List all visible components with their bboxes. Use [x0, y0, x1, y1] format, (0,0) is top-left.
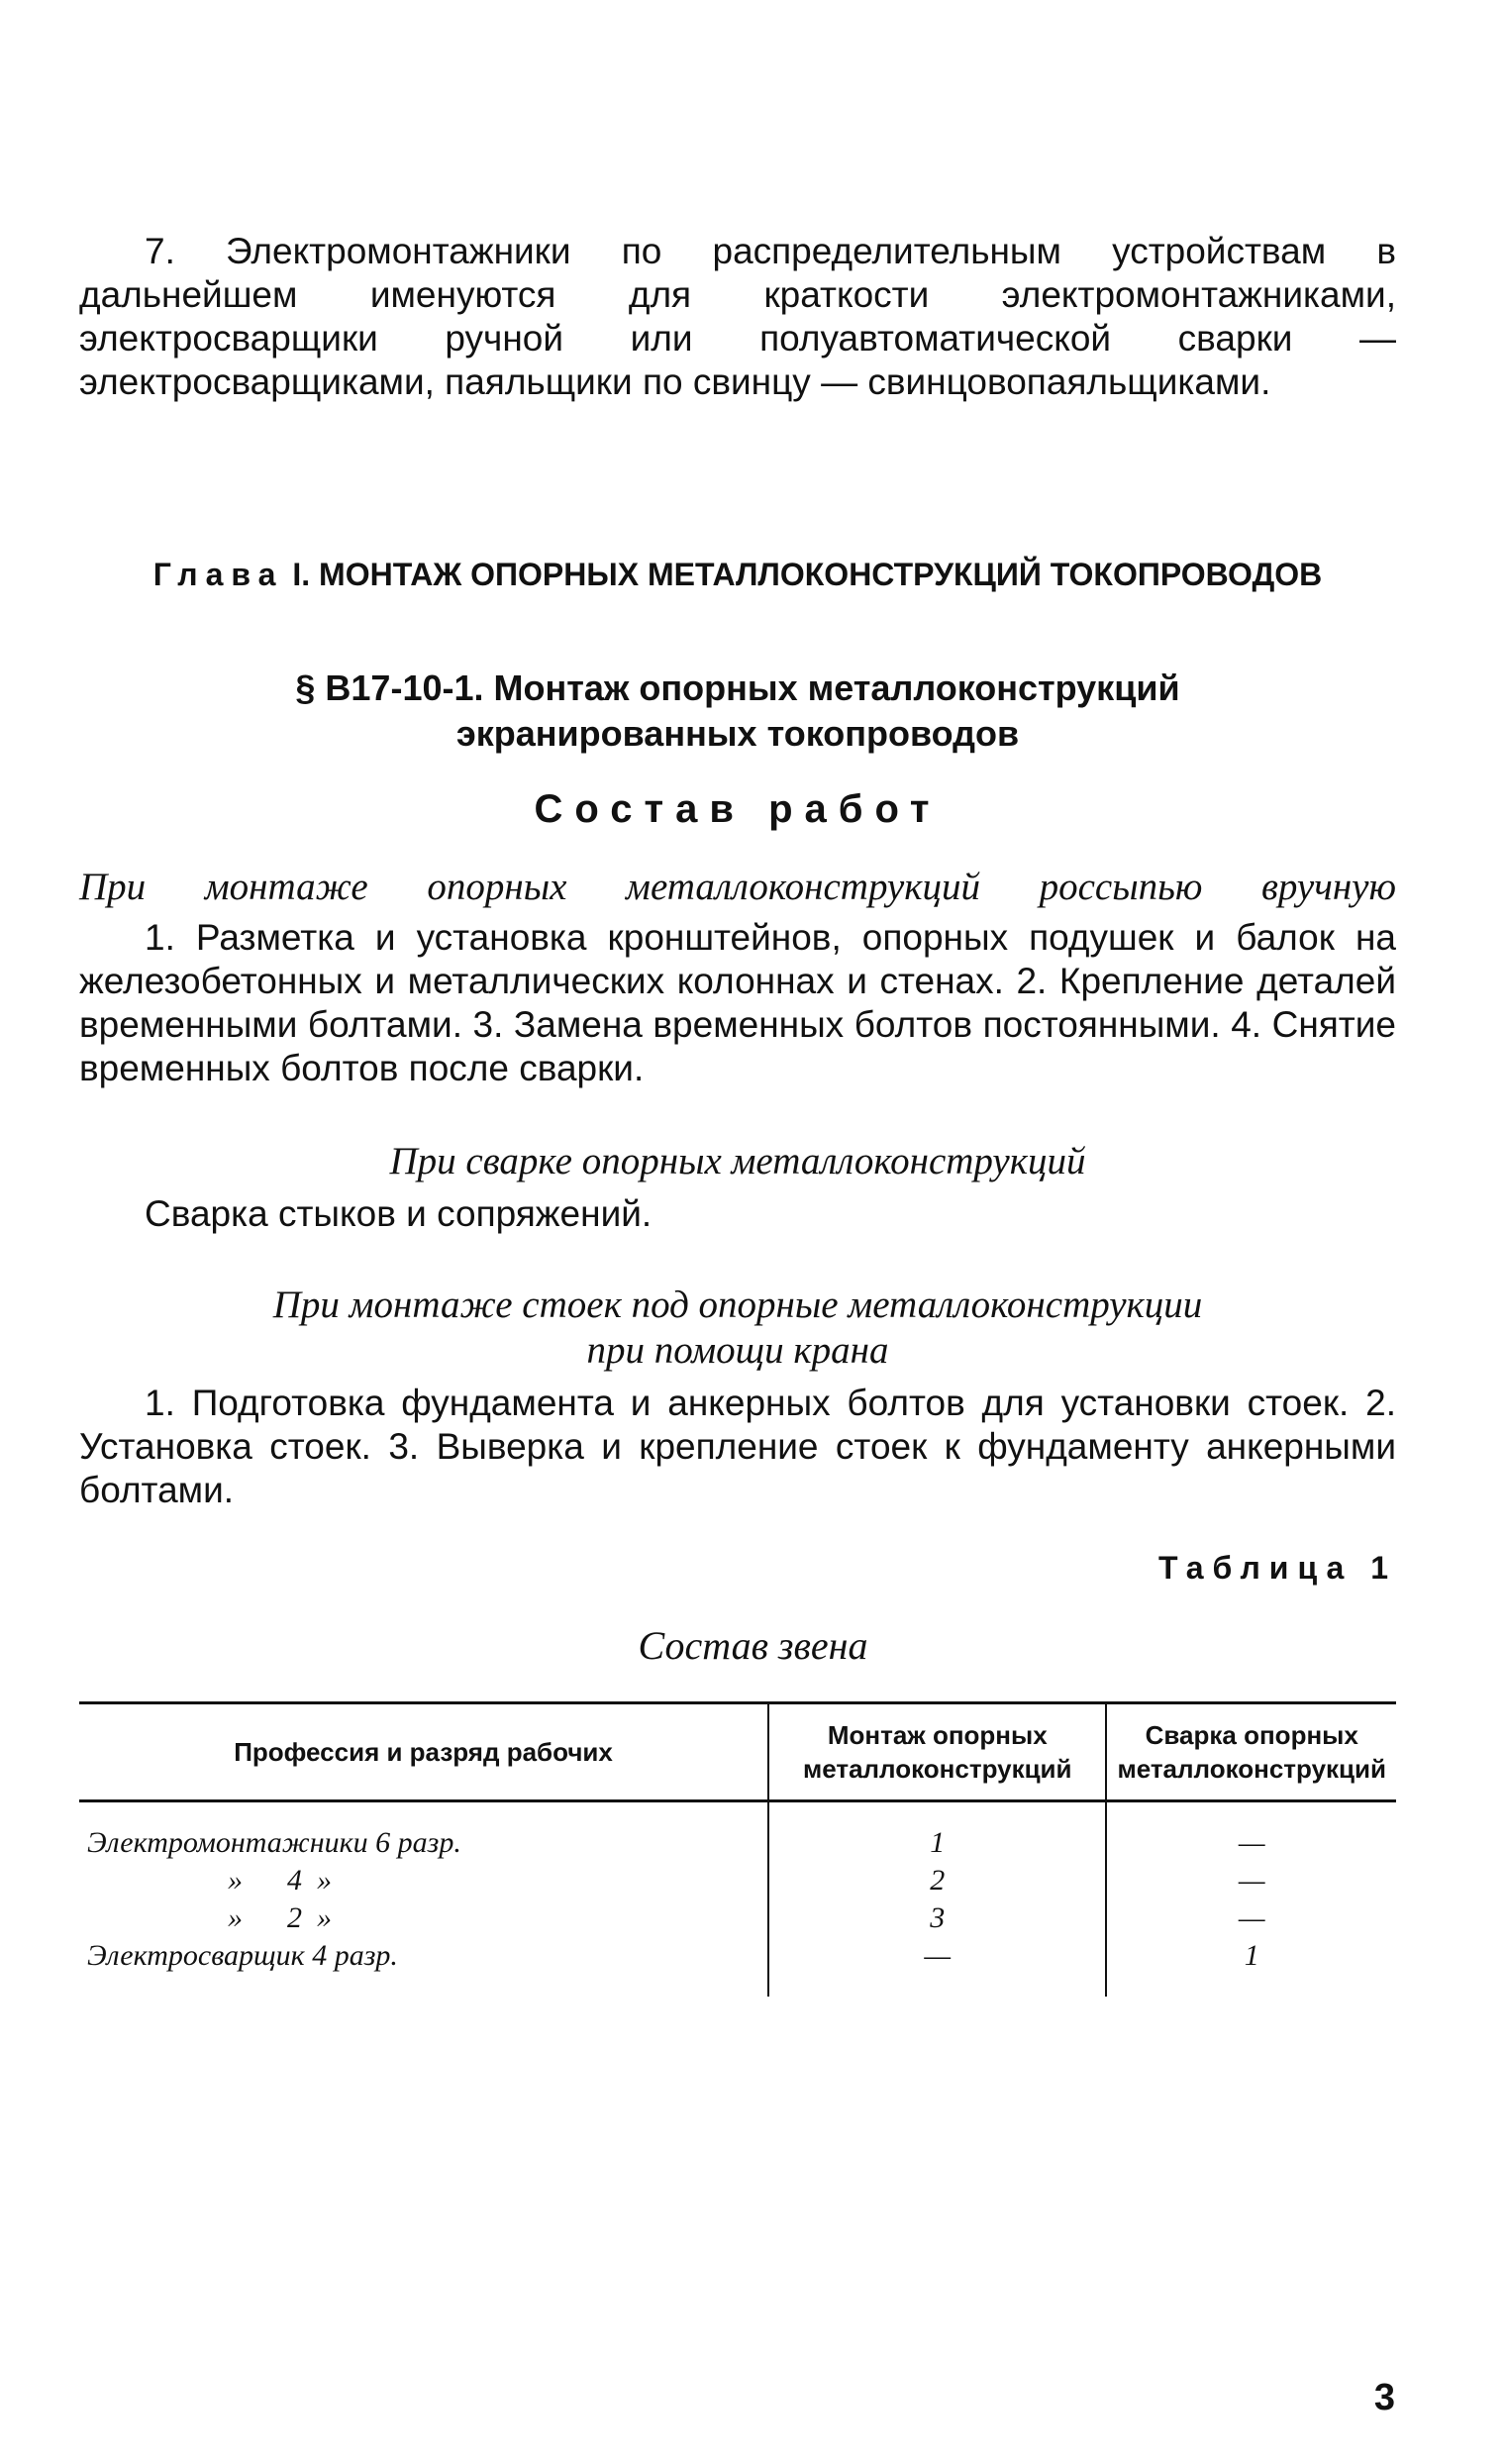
work-block-1 — [79, 865, 1396, 1090]
table-row — [79, 1801, 1396, 1863]
work-block-2 — [79, 1139, 1396, 1236]
table-row — [79, 1937, 1396, 1997]
cell-welding: 1 — [1244, 1939, 1259, 1972]
header-profession: Профессия и разряд рабочих — [79, 1703, 768, 1801]
work-text-3: 1. Подготовка фундамента и анкерных болтов для установки стоек. 2. Установка стоек. 3. Выверка и крепление стоек к фундаменту анкерными болтами. — [79, 1383, 1396, 1510]
chapter-label: Глава — [152, 557, 284, 592]
chapter-title: I. МОНТАЖ ОПОРНЫХ МЕТАЛЛОКОНСТРУКЦИЙ ТОКОПРОВОДОВ — [292, 557, 1323, 592]
cell-mounting: 1 — [768, 1801, 1106, 1863]
table-label: Таблица 1 — [1157, 1550, 1397, 1586]
section-title-line2: экранированных токопроводов — [455, 713, 1020, 754]
work-subtitle-3-line2: при помощи крана — [586, 1329, 889, 1372]
header-mounting: Монтаж опорных металлоконструкций — [768, 1703, 1106, 1801]
section-title-line1: § В17-10-1. Монтаж опорных металлоконструкций — [295, 667, 1180, 708]
section-heading — [79, 666, 1396, 757]
table-title: Состав звена — [638, 1623, 868, 1668]
intro-paragraph: 7. Электромонтажники по распределительным устройствам в дальнейшем именуются для краткости электромонтажниками, электросварщики ручной или полуавтоматической сварки — электросварщиками, паяльщики по свинцу — свинцовопаяльщиками. — [79, 231, 1396, 402]
chapter-heading — [79, 555, 1396, 594]
cell-welding: — — [1238, 1901, 1265, 1934]
table-header-row — [79, 1703, 1396, 1801]
cell-welding: — — [1238, 1864, 1265, 1897]
cell-profession: Электросварщик 4 разр. — [87, 1939, 398, 1972]
work-subtitle-2: При сварке опорных металлоконструкций — [389, 1140, 1086, 1182]
cell-mounting: 2 — [768, 1862, 1106, 1899]
cell-profession: Электромонтажники 6 разр. — [87, 1826, 461, 1859]
cell-profession: » 2 » — [228, 1901, 332, 1934]
work-text-1: 1. Разметка и установка кронштейнов, опорных подушек и балок на железобетонных и металлических колоннах и стенах. 2. Крепление деталей временными болтами. 3. Замена временных болтов постоянными. 4. Снятие временных болтов после сварки. — [79, 917, 1396, 1088]
work-subtitle-3-line1: При монтаже стоек под опорные металлоконструкции — [272, 1283, 1203, 1326]
cell-profession: » 4 » — [228, 1864, 332, 1897]
cell-mounting: 3 — [768, 1899, 1106, 1937]
work-text-2: Сварка стыков и сопряжений. — [145, 1193, 653, 1234]
table-row — [79, 1862, 1396, 1899]
work-block-3 — [79, 1283, 1396, 1512]
cell-mounting: — — [768, 1937, 1106, 1997]
intro-block — [79, 230, 1396, 404]
page-number: 3 — [1373, 2377, 1395, 2418]
crew-table — [79, 1701, 1396, 1997]
cell-welding: — — [1238, 1826, 1265, 1859]
work-heading: Состав работ — [534, 787, 942, 831]
work-heading-block — [79, 787, 1396, 832]
header-welding: Сварка опорных металлоконструкций — [1106, 1703, 1396, 1801]
work-subtitle-1: При монтаже опорных металлоконструкций россыпью вручную — [79, 866, 1396, 908]
table-row — [79, 1899, 1396, 1937]
